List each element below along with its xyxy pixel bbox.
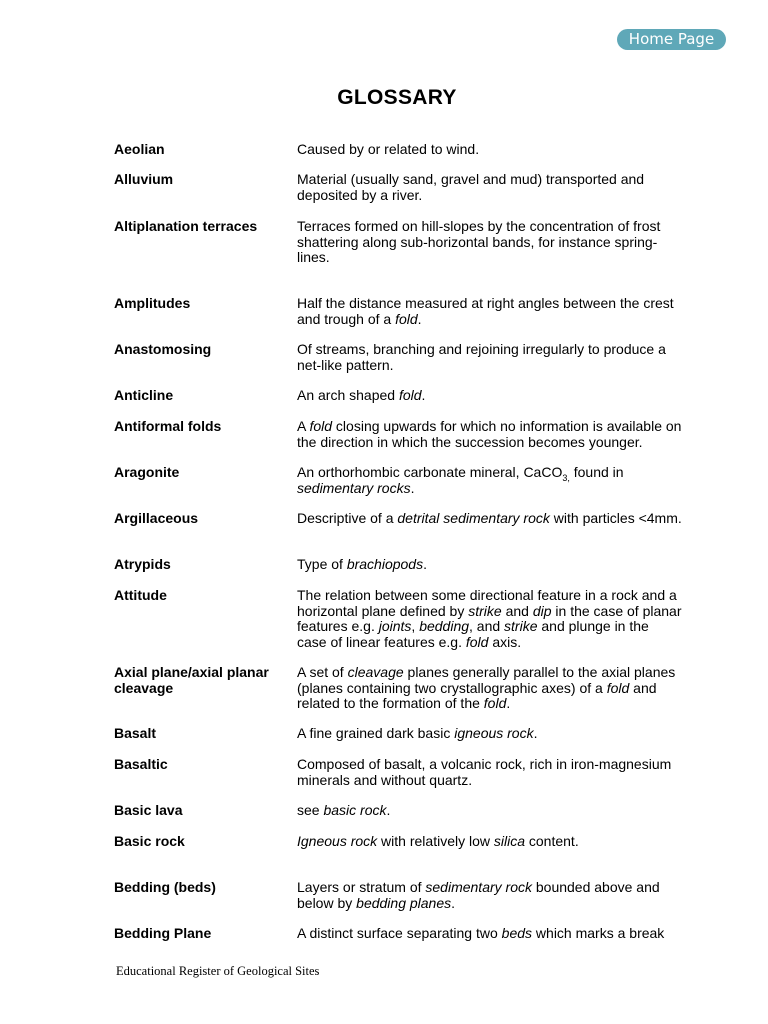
glossary-definition (297, 803, 682, 819)
definition-text: , (411, 618, 420, 634)
definition-text: with relatively low (377, 833, 494, 849)
glossary-definition (297, 388, 682, 404)
glossary-definition (297, 142, 682, 158)
subscript: 3, (562, 472, 570, 483)
definition-text: Composed of basalt, a volcanic rock, rich in iron-magnesium minerals and without quartz. (297, 756, 672, 788)
italic-term: brachiopods (346, 556, 424, 572)
definition-text: . (417, 310, 422, 327)
definition-text: which marks a break (532, 925, 665, 941)
definition-text: and plunge in the case of linear features e.g. (297, 618, 649, 650)
glossary-definition (297, 665, 682, 712)
italic-term: fold (465, 633, 489, 650)
italic-term: bedding planes (356, 894, 452, 911)
glossary-term: Basaltic (114, 756, 168, 772)
italic-term: dip (532, 602, 552, 619)
glossary-term: Atrypids (114, 556, 171, 572)
definition-text: planes generally parallel to the axial planes (planes containing two crystallographic axes) of a (297, 664, 676, 696)
glossary-definition (297, 557, 682, 573)
definition-text: bounded above and below by (297, 879, 660, 911)
home-page-button[interactable]: Home Page (617, 29, 726, 50)
definition-text: Type of (297, 556, 347, 572)
glossary-definition (297, 172, 682, 203)
definition-text: see (297, 802, 324, 818)
glossary-term: Anastomosing (114, 341, 212, 357)
definition-text: . (423, 556, 427, 572)
definition-text: Caused by or related to wind. (297, 141, 480, 157)
italic-term: bedding (419, 618, 470, 634)
glossary-term: Anticline (114, 387, 174, 403)
definition-text: . (386, 802, 391, 818)
definition-text: Half the distance measured at right angles between the crest and trough of a (297, 295, 674, 327)
definition-text: . (451, 894, 456, 911)
definition-text: An orthorhombic carbonate mineral, CaCO (297, 464, 563, 480)
definition-text: . (421, 387, 426, 403)
glossary-term: Aeolian (114, 141, 165, 157)
definition-text: A (297, 418, 310, 434)
glossary-definition (297, 757, 682, 788)
page-footer: Educational Register of Geological Sites (116, 964, 320, 978)
glossary-term: Amplitudes (114, 295, 191, 311)
glossary-term: Basalt (114, 725, 157, 741)
definition-text: A set of (297, 664, 348, 680)
definition-text: with particles <4mm. (549, 510, 682, 526)
glossary-definition (297, 465, 682, 496)
italic-term: fold (398, 387, 422, 403)
glossary-term: Argillaceous (114, 510, 199, 526)
italic-term: detrital sedimentary rock (397, 510, 550, 526)
page-title: GLOSSARY (337, 86, 457, 109)
italic-term: cleavage (347, 664, 404, 680)
definition-text: Terraces formed on hill-slopes by the concentration of frost shattering along sub-horizontal bands, for instance spring-lines. (297, 218, 661, 265)
definition-text: . (533, 725, 538, 741)
glossary-term: Bedding Plane (114, 925, 212, 941)
definition-text: Of streams, branching and rejoining irregularly to produce a net-like pattern. (297, 341, 666, 373)
italic-term: igneous rock (454, 725, 534, 741)
glossary-term: Altiplanation terraces (114, 218, 258, 234)
glossary-term: Basic lava (114, 802, 183, 818)
glossary-definition (297, 926, 682, 942)
definition-text: and (501, 602, 533, 619)
glossary-definition (297, 419, 682, 450)
italic-term: beds (501, 925, 533, 941)
definition-text: and related to the formation of the (297, 679, 657, 711)
definition-text: in the case of planar features e.g. (297, 602, 682, 634)
italic-term: strike (504, 618, 538, 634)
definition-text: . (410, 479, 415, 496)
definition-text: Material (usually sand, gravel and mud) transported and deposited by a river. (297, 171, 645, 203)
italic-term: basic rock (323, 802, 387, 818)
definition-text: A distinct surface separating two (297, 925, 502, 941)
italic-term: silica (493, 833, 525, 849)
definition-text: An arch shaped (297, 387, 399, 403)
glossary-term: Axial plane/axial planar cleavage (114, 664, 269, 696)
italic-term: sedimentary rocks (297, 479, 411, 496)
glossary-definition (297, 726, 682, 742)
glossary-definition (297, 342, 682, 373)
italic-term: fold (309, 418, 333, 434)
glossary-term: Basic rock (114, 833, 185, 849)
italic-term: sedimentary rock (425, 879, 532, 895)
italic-term: fold (395, 310, 418, 327)
glossary-term: Aragonite (114, 464, 180, 480)
glossary-term: Bedding (beds) (114, 879, 216, 895)
glossary-definition (297, 588, 682, 650)
glossary-definition (297, 511, 682, 527)
italic-term: fold (483, 695, 507, 711)
definition-text: content. (525, 833, 579, 849)
definition-text: , and (469, 618, 505, 634)
definition-text: found in (569, 464, 624, 480)
glossary-term: Attitude (114, 587, 167, 603)
definition-text: closing upwards for which no information is available on the direction in which the succession becomes younger. (297, 418, 682, 450)
glossary-definition (297, 834, 682, 850)
definition-text: A fine grained dark basic (297, 725, 455, 741)
glossary-definition (297, 880, 682, 911)
italic-term: joints (378, 618, 412, 634)
definition-text: . (506, 695, 511, 711)
glossary-term: Alluvium (114, 171, 174, 187)
definition-text: Layers or stratum of (297, 879, 426, 895)
definition-text: The relation between some directional feature in a rock and a horizontal plane defined by (297, 587, 677, 619)
glossary-definition (297, 296, 682, 327)
definition-text: Descriptive of a (297, 510, 398, 526)
italic-term: strike (468, 602, 502, 619)
italic-term: Igneous rock (297, 833, 378, 849)
glossary-definition (297, 219, 682, 266)
glossary-term: Antiformal folds (114, 418, 222, 434)
italic-term: fold (606, 679, 630, 696)
definition-text: axis. (488, 633, 522, 650)
